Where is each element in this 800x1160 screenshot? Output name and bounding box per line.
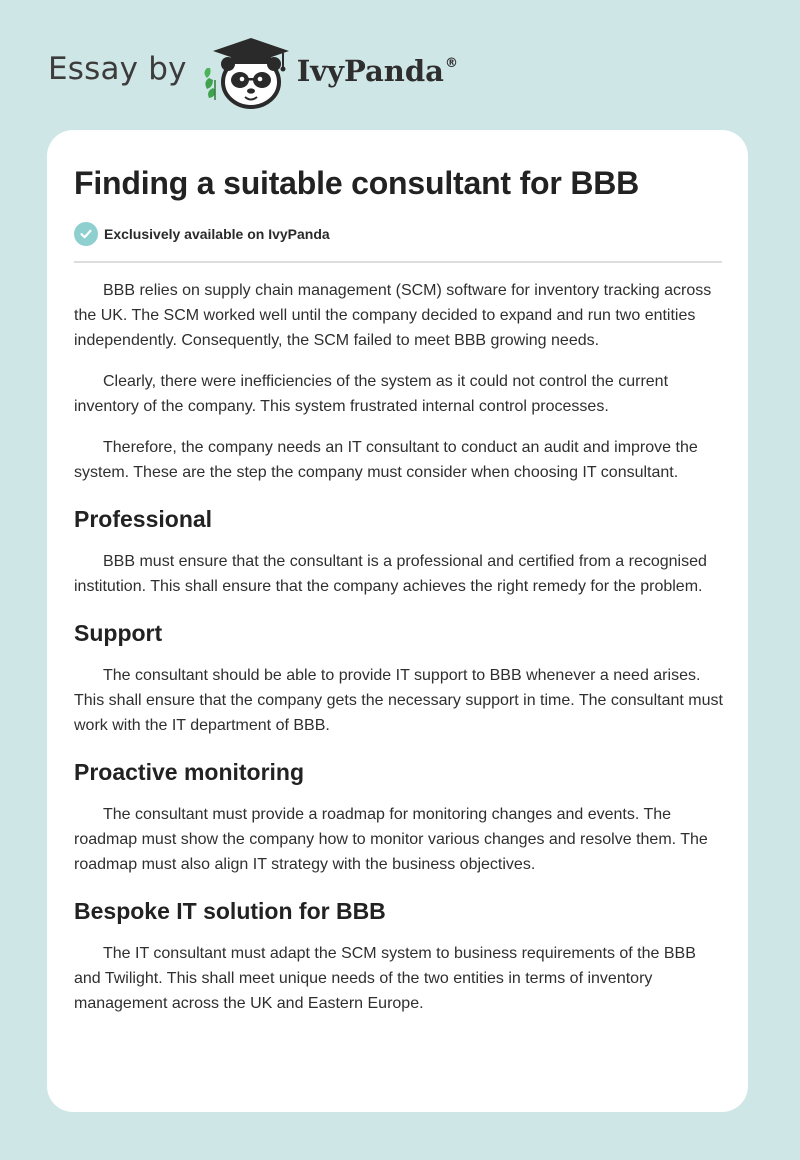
essay-by-label: Essay by: [48, 51, 187, 87]
exclusive-label: Exclusively available on IvyPanda: [104, 226, 330, 242]
panda-graduation-cap-icon[interactable]: [201, 34, 291, 110]
paragraph: BBB relies on supply chain management (SCM) software for inventory tracking across the UK. The SCM worked well until the company decided to expand and run two entities independently. Consequently, the SCM failed to meet BBB growing needs.: [74, 282, 712, 349]
registered-mark: ®: [444, 56, 458, 71]
brand-text: IvyPanda: [296, 54, 444, 88]
essay-card: [47, 130, 748, 1112]
section-heading-support: Support: [74, 620, 163, 646]
paragraph: The consultant must provide a roadmap for monitoring changes and events. The roadmap must show the company how to monitor various changes and resolve them. The roadmap must also align IT strategy with the business objectives.: [74, 806, 708, 873]
section-heading-bespoke-it-solution: Bespoke IT solution for BBB: [74, 898, 386, 924]
divider: [74, 261, 722, 263]
brand-name[interactable]: [297, 54, 458, 88]
exclusive-badge: [74, 222, 330, 246]
paragraph: The consultant should be able to provide IT support to BBB whenever a need arises. This shall ensure that the company gets the necessary support in time. The consultant must work with the IT department of BBB.: [74, 667, 723, 734]
page-title: Finding a suitable consultant for BBB: [74, 165, 640, 201]
paragraph: BBB must ensure that the consultant is a professional and certified from a recognised institution. This shall ensure that the company achieves the right remedy for the problem.: [74, 553, 707, 595]
site-header: [48, 34, 458, 110]
essay-body: [74, 278, 726, 1032]
section-heading-professional: Professional: [74, 506, 213, 532]
section-heading-proactive-monitoring: Proactive monitoring: [74, 759, 305, 785]
paragraph: Clearly, there were inefficiencies of the system as it could not control the current inventory of the company. This system frustrated internal control processes.: [74, 373, 669, 415]
paragraph: Therefore, the company needs an IT consultant to conduct an audit and improve the system. These are the step the company must consider when choosing IT consultant.: [74, 439, 698, 481]
paragraph: The IT consultant must adapt the SCM system to business requirements of the BBB and Twilight. This shall meet unique needs of the two entities in terms of inventory management across the UK and Eastern Europe.: [74, 945, 696, 1012]
check-icon: [74, 222, 98, 246]
